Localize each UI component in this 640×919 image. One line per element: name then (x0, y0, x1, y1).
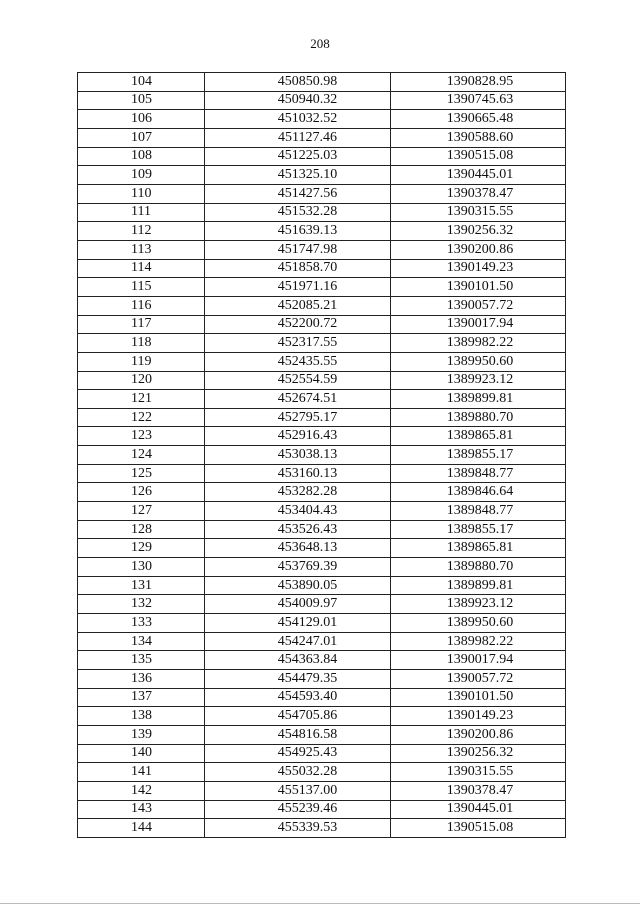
table-row (78, 688, 566, 707)
x-coordinate-cell: 452317.55 (205, 334, 391, 353)
x-coordinate-cell: 453648.13 (205, 539, 391, 558)
table-row (78, 110, 566, 129)
x-coordinate-cell: 451127.46 (205, 128, 391, 147)
y-coordinate-cell: 1389899.81 (391, 390, 566, 409)
table-row (78, 240, 566, 259)
point-number-cell: 118 (78, 334, 205, 353)
y-coordinate-cell: 1389855.17 (391, 520, 566, 539)
point-number-cell: 112 (78, 222, 205, 241)
x-coordinate-cell: 452200.72 (205, 315, 391, 334)
x-coordinate-cell: 454925.43 (205, 744, 391, 763)
point-number-cell: 117 (78, 315, 205, 334)
x-coordinate-cell: 453526.43 (205, 520, 391, 539)
x-coordinate-cell: 453038.13 (205, 446, 391, 465)
y-coordinate-cell: 1390256.32 (391, 222, 566, 241)
point-number-cell: 126 (78, 483, 205, 502)
table-row (78, 539, 566, 558)
table-row (78, 520, 566, 539)
x-coordinate-cell: 453890.05 (205, 576, 391, 595)
point-number-cell: 139 (78, 725, 205, 744)
table-row (78, 800, 566, 819)
point-number-cell: 114 (78, 259, 205, 278)
table-row (78, 502, 566, 521)
point-number-cell: 120 (78, 371, 205, 390)
y-coordinate-cell: 1389950.60 (391, 352, 566, 371)
table-row (78, 203, 566, 222)
table-row (78, 632, 566, 651)
table-row (78, 315, 566, 334)
point-number-cell: 140 (78, 744, 205, 763)
y-coordinate-cell: 1390828.95 (391, 73, 566, 92)
x-coordinate-cell: 451747.98 (205, 240, 391, 259)
y-coordinate-cell: 1389865.81 (391, 539, 566, 558)
point-number-cell: 108 (78, 147, 205, 166)
point-number-cell: 115 (78, 278, 205, 297)
table-row (78, 278, 566, 297)
x-coordinate-cell: 451532.28 (205, 203, 391, 222)
point-number-cell: 111 (78, 203, 205, 222)
x-coordinate-cell: 451427.56 (205, 184, 391, 203)
y-coordinate-cell: 1390057.72 (391, 670, 566, 689)
y-coordinate-cell: 1390315.55 (391, 763, 566, 782)
table-row (78, 763, 566, 782)
y-coordinate-cell: 1390378.47 (391, 781, 566, 800)
y-coordinate-cell: 1389880.70 (391, 558, 566, 577)
table-row (78, 166, 566, 185)
y-coordinate-cell: 1390665.48 (391, 110, 566, 129)
x-coordinate-cell: 451639.13 (205, 222, 391, 241)
table-row (78, 427, 566, 446)
point-number-cell: 142 (78, 781, 205, 800)
x-coordinate-cell: 454479.35 (205, 670, 391, 689)
x-coordinate-cell: 455032.28 (205, 763, 391, 782)
coordinate-table-body (78, 73, 566, 838)
y-coordinate-cell: 1389982.22 (391, 334, 566, 353)
table-row (78, 128, 566, 147)
x-coordinate-cell: 451225.03 (205, 147, 391, 166)
y-coordinate-cell: 1389923.12 (391, 595, 566, 614)
x-coordinate-cell: 454363.84 (205, 651, 391, 670)
table-row (78, 614, 566, 633)
x-coordinate-cell: 453282.28 (205, 483, 391, 502)
table-row (78, 390, 566, 409)
y-coordinate-cell: 1390315.55 (391, 203, 566, 222)
table-row (78, 334, 566, 353)
x-coordinate-cell: 451858.70 (205, 259, 391, 278)
table-row (78, 352, 566, 371)
y-coordinate-cell: 1390745.63 (391, 91, 566, 110)
x-coordinate-cell: 453404.43 (205, 502, 391, 521)
table-row (78, 781, 566, 800)
x-coordinate-cell: 452916.43 (205, 427, 391, 446)
x-coordinate-cell: 455137.00 (205, 781, 391, 800)
y-coordinate-cell: 1390017.94 (391, 315, 566, 334)
point-number-cell: 124 (78, 446, 205, 465)
y-coordinate-cell: 1389950.60 (391, 614, 566, 633)
table-row (78, 464, 566, 483)
y-coordinate-cell: 1389880.70 (391, 408, 566, 427)
point-number-cell: 113 (78, 240, 205, 259)
y-coordinate-cell: 1390256.32 (391, 744, 566, 763)
point-number-cell: 122 (78, 408, 205, 427)
table-row (78, 222, 566, 241)
y-coordinate-cell: 1390588.60 (391, 128, 566, 147)
page-number: 208 (310, 36, 330, 51)
point-number-cell: 104 (78, 73, 205, 92)
point-number-cell: 128 (78, 520, 205, 539)
x-coordinate-cell: 453160.13 (205, 464, 391, 483)
point-number-cell: 133 (78, 614, 205, 633)
y-coordinate-cell: 1390445.01 (391, 800, 566, 819)
table-row (78, 371, 566, 390)
point-number-cell: 130 (78, 558, 205, 577)
y-coordinate-cell: 1389848.77 (391, 464, 566, 483)
y-coordinate-cell: 1390101.50 (391, 278, 566, 297)
y-coordinate-cell: 1390101.50 (391, 688, 566, 707)
x-coordinate-cell: 452435.55 (205, 352, 391, 371)
x-coordinate-cell: 455339.53 (205, 819, 391, 838)
y-coordinate-cell: 1390515.08 (391, 819, 566, 838)
x-coordinate-cell: 453769.39 (205, 558, 391, 577)
x-coordinate-cell: 452085.21 (205, 296, 391, 315)
y-coordinate-cell: 1389865.81 (391, 427, 566, 446)
y-coordinate-cell: 1390200.86 (391, 240, 566, 259)
point-number-cell: 138 (78, 707, 205, 726)
x-coordinate-cell: 454247.01 (205, 632, 391, 651)
point-number-cell: 121 (78, 390, 205, 409)
x-coordinate-cell: 454129.01 (205, 614, 391, 633)
point-number-cell: 129 (78, 539, 205, 558)
table-row (78, 595, 566, 614)
table-row (78, 707, 566, 726)
y-coordinate-cell: 1390057.72 (391, 296, 566, 315)
point-number-cell: 125 (78, 464, 205, 483)
table-row (78, 446, 566, 465)
y-coordinate-cell: 1389848.77 (391, 502, 566, 521)
x-coordinate-cell: 454816.58 (205, 725, 391, 744)
x-coordinate-cell: 451971.16 (205, 278, 391, 297)
y-coordinate-cell: 1389923.12 (391, 371, 566, 390)
table-row (78, 91, 566, 110)
point-number-cell: 135 (78, 651, 205, 670)
y-coordinate-cell: 1390445.01 (391, 166, 566, 185)
x-coordinate-cell: 454009.97 (205, 595, 391, 614)
y-coordinate-cell: 1389855.17 (391, 446, 566, 465)
table-row (78, 296, 566, 315)
y-coordinate-cell: 1390515.08 (391, 147, 566, 166)
point-number-cell: 137 (78, 688, 205, 707)
y-coordinate-cell: 1390149.23 (391, 259, 566, 278)
x-coordinate-cell: 452674.51 (205, 390, 391, 409)
x-coordinate-cell: 452554.59 (205, 371, 391, 390)
table-row (78, 651, 566, 670)
point-number-cell: 105 (78, 91, 205, 110)
y-coordinate-cell: 1390378.47 (391, 184, 566, 203)
y-coordinate-cell: 1390017.94 (391, 651, 566, 670)
page-bottom-edge (0, 903, 640, 904)
table-row (78, 576, 566, 595)
point-number-cell: 110 (78, 184, 205, 203)
table-row (78, 73, 566, 92)
table-row (78, 558, 566, 577)
point-number-cell: 134 (78, 632, 205, 651)
table-row (78, 147, 566, 166)
point-number-cell: 106 (78, 110, 205, 129)
coordinate-table (77, 72, 566, 838)
x-coordinate-cell: 450940.32 (205, 91, 391, 110)
point-number-cell: 136 (78, 670, 205, 689)
x-coordinate-cell: 455239.46 (205, 800, 391, 819)
point-number-cell: 143 (78, 800, 205, 819)
y-coordinate-cell: 1390149.23 (391, 707, 566, 726)
x-coordinate-cell: 451032.52 (205, 110, 391, 129)
point-number-cell: 109 (78, 166, 205, 185)
table-row (78, 483, 566, 502)
y-coordinate-cell: 1390200.86 (391, 725, 566, 744)
x-coordinate-cell: 451325.10 (205, 166, 391, 185)
x-coordinate-cell: 454705.86 (205, 707, 391, 726)
point-number-cell: 127 (78, 502, 205, 521)
point-number-cell: 123 (78, 427, 205, 446)
point-number-cell: 141 (78, 763, 205, 782)
point-number-cell: 144 (78, 819, 205, 838)
table-row (78, 744, 566, 763)
point-number-cell: 116 (78, 296, 205, 315)
table-row (78, 184, 566, 203)
y-coordinate-cell: 1389846.64 (391, 483, 566, 502)
table-row (78, 670, 566, 689)
y-coordinate-cell: 1389899.81 (391, 576, 566, 595)
x-coordinate-cell: 454593.40 (205, 688, 391, 707)
table-row (78, 259, 566, 278)
x-coordinate-cell: 452795.17 (205, 408, 391, 427)
x-coordinate-cell: 450850.98 (205, 73, 391, 92)
point-number-cell: 131 (78, 576, 205, 595)
table-row (78, 725, 566, 744)
table-row (78, 408, 566, 427)
table-row (78, 819, 566, 838)
point-number-cell: 132 (78, 595, 205, 614)
y-coordinate-cell: 1389982.22 (391, 632, 566, 651)
point-number-cell: 107 (78, 128, 205, 147)
point-number-cell: 119 (78, 352, 205, 371)
